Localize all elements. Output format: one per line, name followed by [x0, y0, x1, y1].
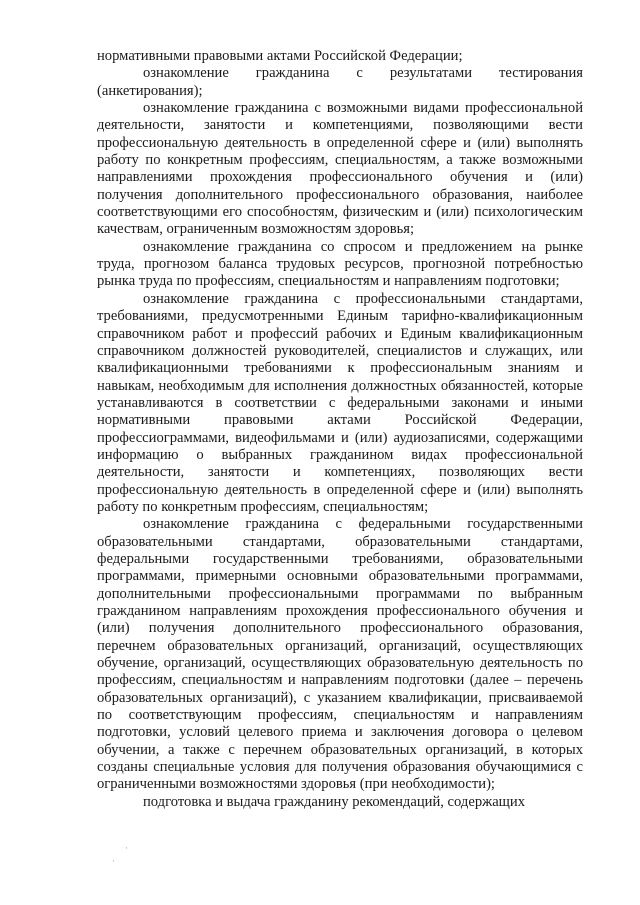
- paragraph-professional-standards: ознакомление гражданина с профессиональными стандартами, требованиями, предусмотренными Единым тарифно-квалификационным справочником работ и профессий рабочих и Единым квалификационным справочником должностей руководителей, специалистов и служащих, или квалификационными требованиями к профессиональным знаниям и навыкам, необходимым для исполнения должностных обязанностей, которые устанавливаются в соответствии с федеральными законами и иными нормативными правовыми актами Российской Федерации, профессиограммами, видеофильмами и (или) аудиозаписями, содержащими информацию о выбранных гражданином видах профессиональной деятельности, занятости и компетенциях, позволяющих вести профессиональную деятельность в определенной сфере и (или) выполнять работу по конкретным профессиям, специальностям;: [97, 290, 583, 515]
- scan-speck-mark: ·: [125, 843, 128, 853]
- scan-speck-mark: ·: [112, 856, 115, 866]
- paragraph-labor-market: ознакомление гражданина со спросом и предложением на рынке труда, прогнозом баланса трудовых ресурсов, прогнозной потребностью рынка труда по профессиям, специальностям и направлениям подготовки;: [97, 238, 583, 290]
- document-body: [97, 48, 583, 811]
- paragraph-testing-results: ознакомление гражданина с результатами тестирования (анкетирования);: [97, 65, 583, 99]
- paragraph-educational-standards: ознакомление гражданина с федеральными государственными образовательными стандартами, образовательными стандартами, федеральными государственными требованиями, образовательными программами, примерными основными образовательными программами, дополнительными профессиональными программами по выбранным гражданином направлениям прохождения профессионального обучения и (или) получения дополнительного профессионального образования, перечнем образовательных организаций, организаций, осуществляющих обучение, организаций, осуществляющих образовательную деятельность по профессиям, специальностям и направлениям подготовки (далее – перечень образовательных организаций), с указанием квалификации, присваиваемой по соответствующим профессиям, специальностям и направлениям подготовки, условий целевого приема и заключения договора о целевом обучении, а также с перечнем образовательных организаций, в которых созданы специальные условия для получения образования обучающимися с ограниченными возможностями здоровья (при необходимости);: [97, 516, 583, 793]
- paragraph-continuation: нормативными правовыми актами Российской Федерации;: [97, 48, 463, 64]
- paragraph-recommendations: подготовка и выдача гражданину рекомендаций, содержащих: [143, 793, 526, 810]
- paragraph-professional-activity: ознакомление гражданина с возможными видами профессиональной деятельности, занятости и компетенциями, позволяющими вести профессиональную деятельность в определенной сфере и (или) выполнять работу по конкретным профессиям, специальностям, а также возможными направлениями прохождения профессионального обучения и (или) получения дополнительного профессионального образования, наиболее соответствующими его способностям, физическим и (или) психологическим качествам, ограниченным возможностям здоровья;: [97, 100, 583, 238]
